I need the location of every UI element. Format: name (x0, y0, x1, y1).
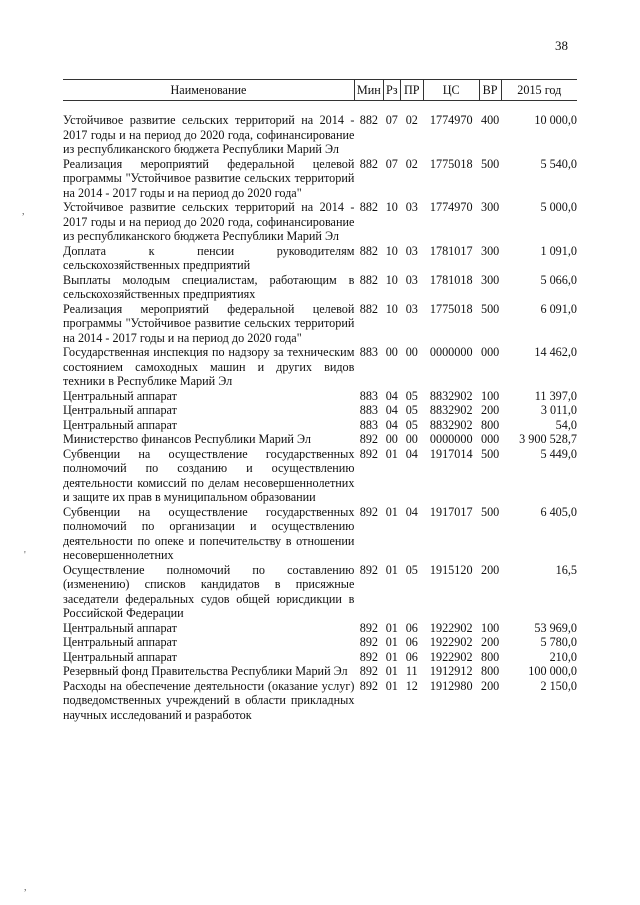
row-rz: 01 (385, 446, 398, 461)
row-pr: 04 (405, 504, 418, 519)
table-row (63, 113, 577, 157)
budget-table (63, 79, 577, 722)
row-pr: 06 (405, 620, 418, 635)
row-name: Государственная инспекция по надзору за техническим состоянием самоходных машин и других видов техники в Республике Марий Эл (63, 345, 355, 388)
row-vr: 200 (480, 562, 500, 577)
row-amount: 11 397,0 (534, 388, 577, 403)
row-rz: 01 (385, 678, 398, 693)
row-amount: 1 091,0 (540, 243, 577, 258)
row-cs: 1781017 (429, 243, 473, 258)
row-min: 883 (359, 388, 378, 403)
row-vr: 300 (480, 272, 500, 287)
row-vr: 500 (480, 156, 500, 171)
row-pr: 03 (405, 272, 418, 287)
row-rz: 04 (385, 417, 398, 432)
row-cs: 8832902 (429, 403, 473, 417)
row-pr: 03 (405, 243, 418, 258)
row-rz: 04 (385, 403, 398, 417)
row-pr: 11 (405, 664, 418, 678)
row-amount: 6 405,0 (540, 504, 577, 519)
table-row (63, 200, 577, 244)
row-min: 883 (359, 417, 378, 432)
row-pr: 00 (405, 432, 418, 446)
row-vr: 800 (480, 417, 500, 432)
row-min: 892 (359, 504, 378, 519)
row-min: 883 (359, 403, 378, 417)
row-amount: 5 540,0 (540, 156, 577, 171)
row-amount: 210,0 (549, 649, 577, 664)
row-pr: 04 (405, 446, 418, 461)
row-cs: 0000000 (429, 345, 473, 359)
row-name: Резервный фонд Правительства Республики Марий Эл (63, 664, 348, 678)
row-amount: 14 462,0 (534, 345, 577, 359)
row-cs: 1922902 (429, 620, 473, 635)
table-row (63, 302, 577, 346)
row-pr: 00 (405, 345, 418, 359)
row-min: 883 (359, 345, 378, 359)
header-min: Мин (354, 80, 383, 101)
header-name: Наименование (63, 80, 354, 101)
row-amount: 6 091,0 (540, 301, 577, 316)
row-rz: 10 (385, 272, 398, 287)
row-name: Доплата к пенсии руководителям сельскохозяйственных предприятий (63, 243, 355, 272)
row-min: 892 (359, 678, 378, 693)
table-row (63, 635, 577, 650)
row-cs: 1917014 (429, 446, 473, 461)
row-pr: 03 (405, 301, 418, 316)
row-pr: 02 (405, 113, 418, 127)
table-row (63, 505, 577, 563)
row-cs: 8832902 (429, 388, 473, 403)
row-amount: 2 150,0 (540, 678, 577, 693)
row-pr: 12 (405, 678, 418, 693)
table-row (63, 157, 577, 201)
margin-mark: ' (24, 550, 26, 561)
row-pr: 02 (405, 156, 418, 171)
row-min: 892 (359, 432, 378, 446)
row-min: 882 (359, 156, 378, 171)
row-min: 882 (359, 200, 378, 214)
row-vr: 300 (480, 243, 500, 258)
row-name: Министерство финансов Республики Марий Эл (63, 432, 311, 446)
row-rz: 01 (385, 620, 398, 635)
table-row (63, 244, 577, 273)
row-amount: 5 449,0 (540, 446, 577, 461)
row-rz: 01 (385, 664, 398, 678)
row-rz: 00 (385, 432, 398, 446)
row-cs: 1774970 (429, 113, 473, 127)
table-row (63, 621, 577, 636)
margin-mark: , (24, 882, 27, 893)
row-rz: 00 (385, 345, 398, 359)
header-vr: ВР (479, 80, 501, 101)
table-row (63, 273, 577, 302)
table-body (63, 101, 577, 723)
row-min: 882 (359, 272, 378, 287)
page-number: 38 (555, 38, 568, 53)
row-name: Субвенции на осуществление государственных полномочий по организации и осуществлению деятельности по опеке и попечительству в отношении несовершеннолетних (63, 504, 355, 562)
row-name: Реализация мероприятий федеральной целевой программы "Устойчивое развитие сельских территорий на 2014 - 2017 годы и на период до 2020 года" (63, 156, 355, 200)
table-row (63, 403, 577, 418)
row-amount: 16,5 (555, 562, 577, 577)
row-vr: 800 (480, 649, 500, 664)
row-rz: 07 (385, 156, 398, 171)
row-name: Центральный аппарат (63, 649, 177, 664)
row-min: 892 (359, 446, 378, 461)
row-cs: 1917017 (429, 504, 473, 519)
row-rz: 10 (385, 243, 398, 258)
row-name: Центральный аппарат (63, 620, 177, 635)
header-cs: ЦС (423, 80, 479, 101)
row-name: Осуществление полномочий по составлению (изменению) списков кандидатов в присяжные заседатели федеральных судов общей юрисдикции в Российской Федерации (63, 562, 355, 620)
row-amount: 5 780,0 (540, 635, 577, 649)
margin-mark: , (22, 206, 25, 217)
row-pr: 05 (405, 417, 418, 432)
row-amount: 53 969,0 (534, 620, 577, 635)
row-vr: 100 (480, 620, 500, 635)
header-year: 2015 год (501, 80, 577, 101)
row-amount: 3 900 528,7 (519, 432, 577, 446)
row-rz: 04 (385, 388, 398, 403)
row-min: 892 (359, 562, 378, 577)
row-name: Выплаты молодым специалистам, работающим в сельскохозяйственных предприятиях (63, 272, 355, 301)
row-min: 882 (359, 301, 378, 316)
row-rz: 10 (385, 200, 398, 214)
row-cs: 1912912 (429, 664, 473, 678)
row-amount: 5 000,0 (540, 200, 577, 214)
row-name: Субвенции на осуществление государственных полномочий по созданию и осуществлению деятельности комиссий по делам несовершеннолетних и защите их прав в муниципальном образовании (63, 446, 355, 504)
row-vr: 800 (480, 664, 500, 678)
row-rz: 07 (385, 113, 398, 127)
row-name: Центральный аппарат (63, 417, 177, 432)
row-rz: 01 (385, 649, 398, 664)
header-rz: Рз (383, 80, 400, 101)
table-row (63, 418, 577, 433)
row-name: Реализация мероприятий федеральной целевой программы "Устойчивое развитие сельских территорий на 2014 - 2017 годы и на период до 2020 года" (63, 301, 355, 345)
table-row (63, 447, 577, 505)
row-min: 882 (359, 243, 378, 258)
row-pr: 06 (405, 649, 418, 664)
row-rz: 01 (385, 562, 398, 577)
table-row (63, 679, 577, 723)
row-name: Центральный аппарат (63, 403, 177, 417)
header-spacer (63, 101, 577, 114)
row-amount: 5 066,0 (540, 272, 577, 287)
row-amount: 54,0 (555, 417, 577, 432)
row-min: 892 (359, 635, 378, 649)
row-min: 882 (359, 113, 378, 127)
row-name: Устойчивое развитие сельских территорий на 2014 - 2017 годы и на период до 2020 года, софинансирование из республиканского бюджета Республики Марий Эл (63, 113, 355, 156)
row-vr: 200 (480, 403, 500, 417)
row-cs: 1912980 (429, 678, 473, 693)
table-row (63, 432, 577, 447)
row-cs: 1915120 (429, 562, 473, 577)
row-min: 892 (359, 664, 378, 678)
row-pr: 06 (405, 635, 418, 649)
row-min: 892 (359, 649, 378, 664)
row-min: 892 (359, 620, 378, 635)
row-name: Центральный аппарат (63, 388, 177, 403)
row-cs: 1922902 (429, 649, 473, 664)
row-vr: 200 (480, 678, 500, 693)
row-vr: 000 (480, 432, 500, 446)
row-vr: 500 (480, 504, 500, 519)
row-amount: 100 000,0 (528, 664, 577, 678)
row-cs: 1774970 (429, 200, 473, 214)
table-row (63, 650, 577, 665)
row-cs: 1781018 (429, 272, 473, 287)
row-vr: 200 (480, 635, 500, 649)
row-vr: 300 (480, 200, 500, 214)
row-vr: 000 (480, 345, 500, 359)
row-pr: 03 (405, 200, 418, 214)
row-vr: 500 (480, 446, 500, 461)
table-row (63, 345, 577, 389)
row-name: Центральный аппарат (63, 635, 177, 649)
table-row (63, 389, 577, 404)
row-amount: 3 011,0 (540, 403, 577, 417)
table-row (63, 563, 577, 621)
row-rz: 01 (385, 504, 398, 519)
header-pr: ПР (400, 80, 423, 101)
row-cs: 1775018 (429, 301, 473, 316)
row-cs: 1922902 (429, 635, 473, 649)
row-pr: 05 (405, 388, 418, 403)
row-vr: 100 (480, 388, 500, 403)
row-cs: 0000000 (429, 432, 473, 446)
row-pr: 05 (405, 403, 418, 417)
row-rz: 10 (385, 301, 398, 316)
row-cs: 1775018 (429, 156, 473, 171)
row-cs: 8832902 (429, 417, 473, 432)
row-pr: 05 (405, 562, 418, 577)
row-vr: 500 (480, 301, 500, 316)
row-name: Расходы на обеспечение деятельности (оказание услуг) подведомственных учреждений в области прикладных научных исследований и разработок (63, 678, 355, 722)
table-row (63, 664, 577, 679)
table-header-row (63, 80, 577, 101)
row-rz: 01 (385, 635, 398, 649)
row-name: Устойчивое развитие сельских территорий на 2014 - 2017 годы и на период до 2020 года, софинансирование из республиканского бюджета Республики Марий Эл (63, 200, 355, 243)
row-amount: 10 000,0 (534, 113, 577, 127)
row-vr: 400 (480, 113, 500, 127)
